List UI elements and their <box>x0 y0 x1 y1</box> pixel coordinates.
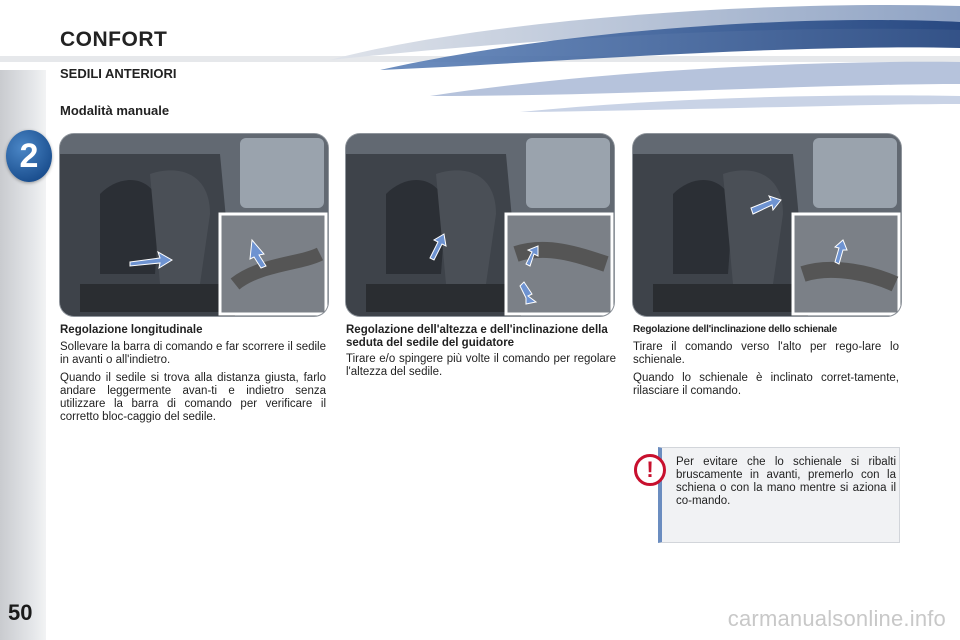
seat-longitudinal-adjust-photo <box>60 134 328 316</box>
chapter-badge: 2 <box>6 130 52 182</box>
column-height <box>346 324 616 384</box>
warning-icon: ! <box>634 454 666 486</box>
column-heading: Regolazione dell'inclinazione dello schienale <box>633 324 837 335</box>
section-title: SEDILI ANTERIORI <box>60 66 177 81</box>
column-paragraph: Tirare e/o spingere più volte il comando per regolare l'altezza del sedile. <box>346 353 616 378</box>
warning-text: Per evitare che lo schienale si ribalti bruscamente in avanti, premerlo con la schiena o con la mano mentre si aziona il co-mando. <box>676 456 896 507</box>
seat-height-adjust-photo <box>346 134 614 316</box>
column-paragraph: Sollevare la barra di comando e far scorrere il sedile in avanti o all'indietro. <box>60 340 326 366</box>
seat-backrest-adjust-photo <box>633 134 901 316</box>
page-title: CONFORT <box>60 28 168 51</box>
page-number: 50 <box>8 600 33 625</box>
column-backrest <box>633 324 899 403</box>
watermark: carmanualsonline.info <box>727 606 946 631</box>
column-paragraph: Quando lo schienale è inclinato corret-tamente, rilasciare il comando. <box>633 371 899 397</box>
column-paragraph: Quando il sedile si trova alla distanza giusta, farlo andare leggermente avan-ti e indietro senza utilizzare la barra di comando per verificare il corretto bloc-caggio del sedile. <box>60 371 326 423</box>
warning-box <box>646 447 900 543</box>
subsection-title: Modalità manuale <box>60 103 170 118</box>
column-longitudinal <box>60 324 326 429</box>
column-heading: Regolazione longitudinale <box>60 324 203 336</box>
column-heading: Regolazione dell'altezza e dell'inclinazione della seduta del sedile del guidatore <box>346 324 608 349</box>
column-paragraph: Tirare il comando verso l'alto per rego-lare lo schienale. <box>633 340 899 366</box>
